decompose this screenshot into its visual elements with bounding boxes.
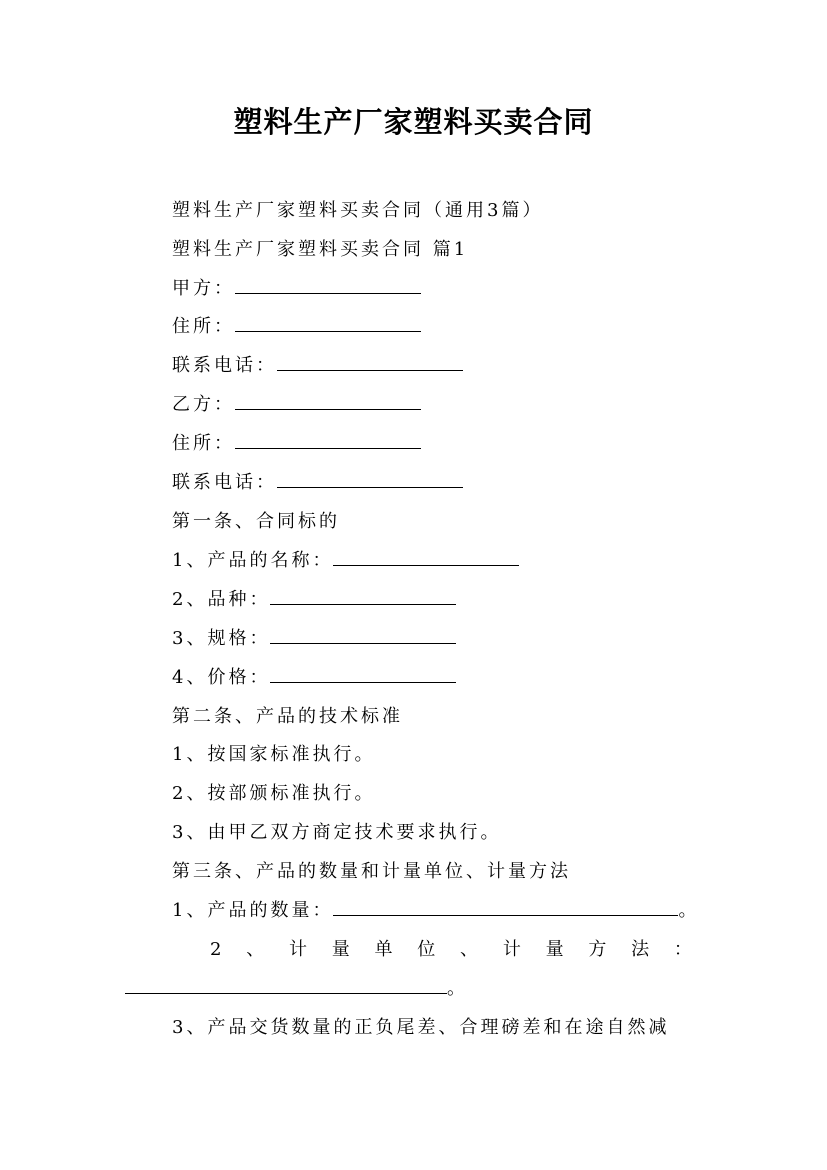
unit-method-char: 位: [417, 939, 436, 960]
quantity-label: 1、产品的数量：: [172, 900, 334, 921]
party-a-phone-label: 联系电话：: [172, 355, 277, 376]
quantity-end: 。: [678, 900, 700, 921]
quantity-line: [172, 898, 699, 924]
unit-method-char: 计: [288, 939, 307, 960]
party-a-line: [172, 276, 421, 302]
article3-heading: 第三条、产品的数量和计量单位、计量方法: [172, 861, 571, 882]
product-name-blank[interactable]: [333, 548, 519, 566]
party-a-blank[interactable]: [235, 276, 421, 294]
article1-heading: 第一条、合同标的: [172, 511, 340, 532]
tolerance-item: 3、产品交货数量的正负尾差、合理磅差和在途自然减: [172, 1017, 670, 1038]
unit-method-char: 单: [374, 939, 393, 960]
party-a-address-label: 住所：: [172, 316, 235, 337]
party-a-phone-line: [172, 353, 463, 379]
unit-method-blank[interactable]: [125, 976, 447, 994]
party-b-blank[interactable]: [235, 392, 421, 410]
unit-method-char: 、: [460, 939, 479, 960]
unit-method-line: [125, 976, 468, 1002]
standard-item-2: 2、按部颁标准执行。: [172, 783, 376, 804]
party-b-line: [172, 392, 421, 418]
collection-heading: 塑料生产厂家塑料买卖合同（通用3篇）: [172, 200, 544, 221]
party-a-address-line: [172, 314, 421, 340]
part-heading: 塑料生产厂家塑料买卖合同 篇1: [172, 239, 469, 260]
party-a-address-blank[interactable]: [235, 314, 421, 332]
product-name-label: 1、产品的名称：: [172, 550, 334, 571]
party-a-phone-blank[interactable]: [277, 353, 463, 371]
unit-method-label: [210, 937, 692, 963]
party-b-address-line: [172, 431, 421, 457]
quantity-blank[interactable]: [333, 898, 678, 916]
unit-method-char: 方: [588, 939, 607, 960]
spec-line: [172, 626, 456, 652]
variety-line: [172, 587, 456, 613]
party-b-label: 乙方：: [172, 394, 235, 415]
unit-method-end: 。: [447, 978, 468, 999]
unit-method-char: 量: [545, 939, 564, 960]
standard-item-3: 3、由甲乙双方商定技术要求执行。: [172, 822, 502, 843]
party-b-phone-label: 联系电话：: [172, 472, 277, 493]
unit-method-char: 计: [502, 939, 521, 960]
party-b-address-label: 住所：: [172, 433, 235, 454]
price-line: [172, 665, 456, 691]
unit-method-char: 法: [631, 939, 650, 960]
unit-method-char: ：: [673, 939, 692, 960]
party-b-phone-blank[interactable]: [277, 470, 463, 488]
unit-method-char: 、: [246, 939, 265, 960]
price-label: 4、价格：: [172, 667, 271, 688]
price-blank[interactable]: [270, 665, 456, 683]
standard-item-1: 1、按国家标准执行。: [172, 744, 376, 765]
party-b-phone-line: [172, 470, 463, 496]
article2-heading: 第二条、产品的技术标准: [172, 706, 403, 727]
party-a-label: 甲方：: [172, 278, 235, 299]
spec-blank[interactable]: [270, 626, 456, 644]
document-title: 塑料生产厂家塑料买卖合同: [233, 105, 594, 139]
variety-label: 2、品种：: [172, 589, 271, 610]
variety-blank[interactable]: [270, 587, 456, 605]
product-name-line: [172, 548, 519, 574]
party-b-address-blank[interactable]: [235, 431, 421, 449]
unit-method-char: 量: [331, 939, 350, 960]
unit-method-char: 2: [210, 939, 222, 960]
spec-label: 3、规格：: [172, 628, 271, 649]
